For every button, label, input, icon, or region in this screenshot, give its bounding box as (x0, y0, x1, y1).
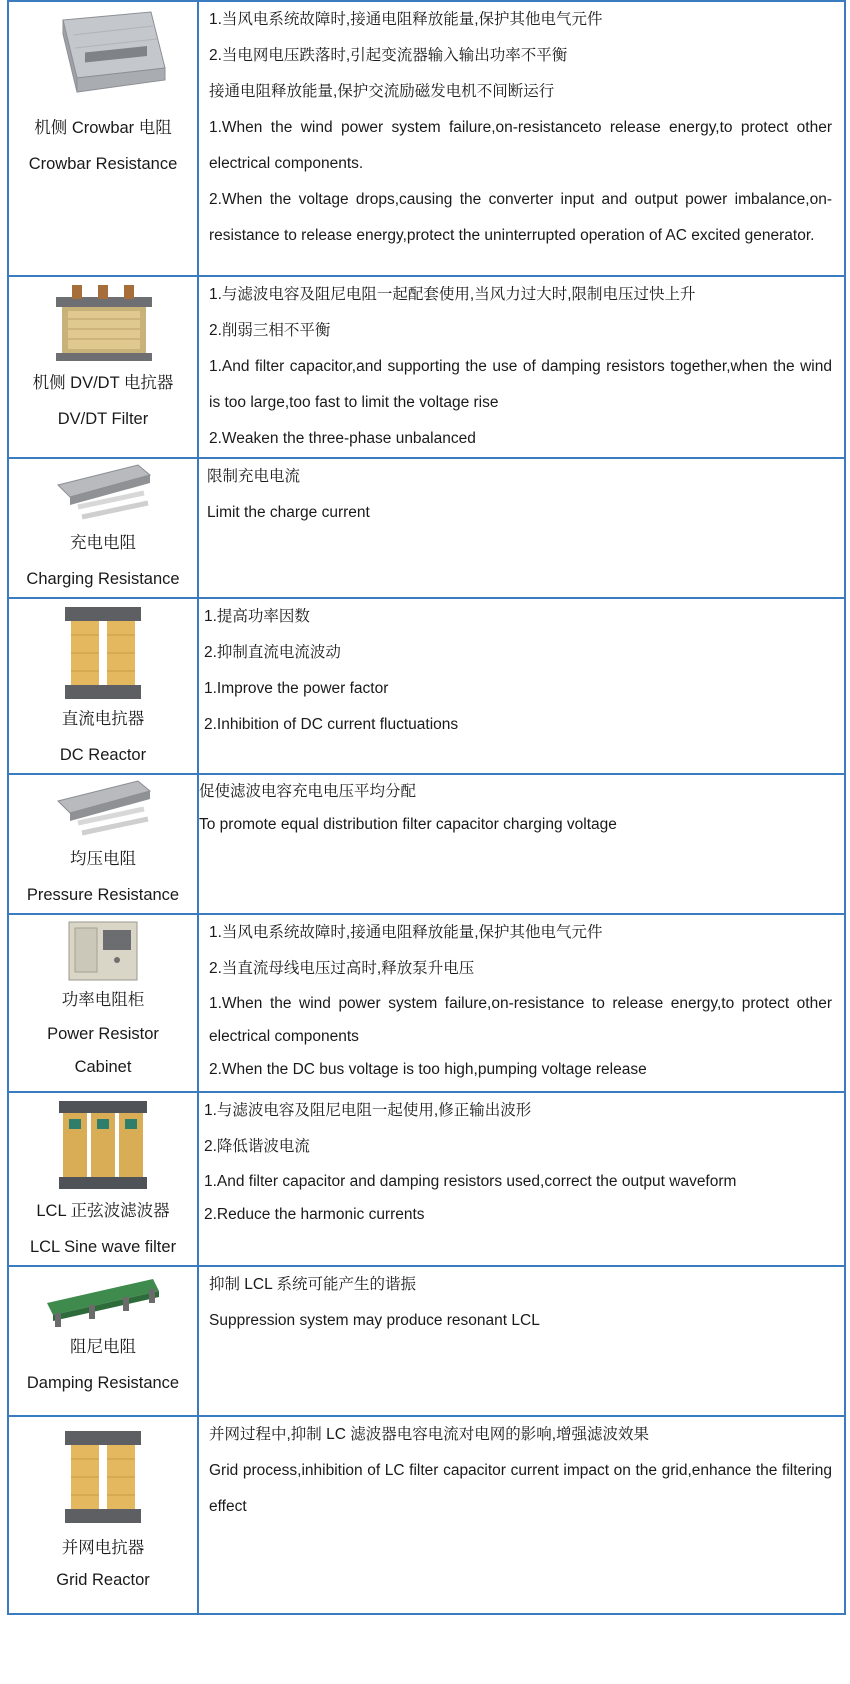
component-name-cn: 机侧 DV/DT 电抗器 (32, 374, 174, 392)
description-line: 2.When the DC bus voltage is too high,pumping voltage release (209, 1061, 647, 1078)
resistor-cabinet-icon (65, 920, 141, 982)
table-row (8, 914, 845, 1092)
description-line: 2.当电网电压跌落时,引起变流器输入输出功率不平衡 (209, 47, 568, 64)
component-cell (8, 1266, 198, 1416)
description-cell (198, 914, 845, 1092)
damping-resistor-icon (41, 1273, 165, 1329)
description-line: 限制充电电流 (207, 468, 301, 485)
grid-reactor-icon (61, 1429, 145, 1525)
component-cell (8, 914, 198, 1092)
description-line: Suppression system may produce resonant LCL (209, 1312, 540, 1329)
description-line: 1.与滤波电容及阻尼电阻一起配套使用,当风力过大时,限制电压过快上升 (209, 286, 696, 303)
component-name-en: Damping Resistance (26, 1374, 180, 1392)
description-cell (198, 458, 845, 598)
description-line: Grid process,inhibition of LC filter capacitor current impact on the grid,enhance the filtering effect (209, 1462, 832, 1515)
component-name-en: DV/DT Filter (57, 410, 149, 428)
description-cell (198, 1266, 845, 1416)
component-name-en: LCL Sine wave filter (29, 1238, 177, 1256)
description-line: 接通电阻释放能量,保护交流励磁发电机不间断运行 (209, 83, 555, 100)
table-row (8, 1416, 845, 1614)
description-line: To promote equal distribution filter capacitor charging voltage (199, 816, 617, 833)
component-name-en: Grid Reactor (56, 1571, 150, 1589)
description-line: 2.降低谐波电流 (204, 1138, 310, 1155)
description-line: 1.And filter capacitor and damping resistors used,correct the output waveform (204, 1173, 737, 1190)
crowbar-resistor-icon (33, 10, 173, 110)
component-name-cn: 充电电阻 (70, 534, 136, 552)
description-line: 1.When the wind power system failure,on-resistanceto release energy,to protect other electrical components. (209, 119, 832, 172)
description-line: 2.Weaken the three-phase unbalanced (209, 430, 476, 447)
component-cell (8, 774, 198, 914)
description-line: 2.削弱三相不平衡 (209, 322, 331, 339)
component-name-cn: 功率电阻柜 (61, 991, 145, 1009)
component-cell (8, 1092, 198, 1266)
component-name-cn: 并网电抗器 (61, 1539, 145, 1557)
charging-resistor-icon (48, 463, 158, 525)
component-cell (8, 458, 198, 598)
component-cell (8, 1, 198, 276)
description-line: 2.When the voltage drops,causing the converter input and output power imbalance,on-resistance to release energy,protect the uninterrupted operation of AC excited generator. (209, 191, 832, 244)
description-line: 2.Inhibition of DC current fluctuations (204, 716, 459, 733)
component-name-en: Charging Resistance (26, 570, 180, 588)
description-cell (198, 1416, 845, 1614)
table-row (8, 774, 845, 914)
pressure-resistor-icon (48, 779, 158, 841)
table-row (8, 1266, 845, 1416)
component-cell (8, 276, 198, 458)
component-name-en: DC Reactor (59, 746, 147, 764)
table-row (8, 458, 845, 598)
description-line: 1.当风电系统故障时,接通电阻释放能量,保护其他电气元件 (209, 924, 603, 941)
component-name-en: Crowbar Resistance (28, 155, 178, 173)
description-line: 1.与滤波电容及阻尼电阻一起使用,修正输出波形 (204, 1102, 532, 1119)
description-line: 1.当风电系统故障时,接通电阻释放能量,保护其他电气元件 (209, 11, 603, 28)
table-row (8, 598, 845, 774)
component-name-en: Power Resistor Cabinet (47, 1025, 159, 1076)
description-line: 促使滤波电容充电电压平均分配 (199, 783, 417, 800)
table-row (8, 1, 845, 276)
component-name-cn: 机侧 Crowbar 电阻 (34, 119, 172, 137)
dc-reactor-icon (61, 605, 145, 701)
spec-table (7, 0, 846, 1615)
lcl-filter-icon (57, 1097, 149, 1193)
description-cell (198, 1092, 845, 1266)
component-cell (8, 1416, 198, 1614)
component-name-en: Pressure Resistance (26, 886, 180, 904)
description-cell (198, 276, 845, 458)
description-cell (198, 774, 845, 914)
description-line: 1.When the wind power system failure,on-resistance to release energy,to protect other electrical components (209, 995, 832, 1045)
description-line: 并网过程中,抑制 LC 滤波器电容电流对电网的影响,增强滤波效果 (209, 1426, 650, 1443)
table-row (8, 1092, 845, 1266)
component-cell (8, 598, 198, 774)
description-cell (198, 598, 845, 774)
description-line: 抑制 LCL 系统可能产生的谐振 (209, 1276, 416, 1293)
description-line: 1.And filter capacitor,and supporting the use of damping resistors together,when the wind is too large,too fast to limit the voltage rise (209, 358, 832, 411)
component-name-cn: LCL 正弦波滤波器 (36, 1202, 170, 1220)
description-line: 1.Improve the power factor (204, 680, 389, 697)
description-cell (198, 1, 845, 276)
dvdt-filter-icon (48, 283, 158, 365)
description-line: Limit the charge current (207, 504, 370, 521)
component-name-cn: 直流电抗器 (61, 710, 145, 728)
description-line: 2.抑制直流电流波动 (204, 644, 341, 661)
description-line: 1.提高功率因数 (204, 608, 310, 625)
description-line: 2.Reduce the harmonic currents (204, 1206, 425, 1223)
description-line: 2.当直流母线电压过高时,释放泵升电压 (209, 960, 475, 977)
table-row (8, 276, 845, 458)
component-name-cn: 阻尼电阻 (70, 1338, 136, 1356)
component-name-cn: 均压电阻 (70, 850, 136, 868)
